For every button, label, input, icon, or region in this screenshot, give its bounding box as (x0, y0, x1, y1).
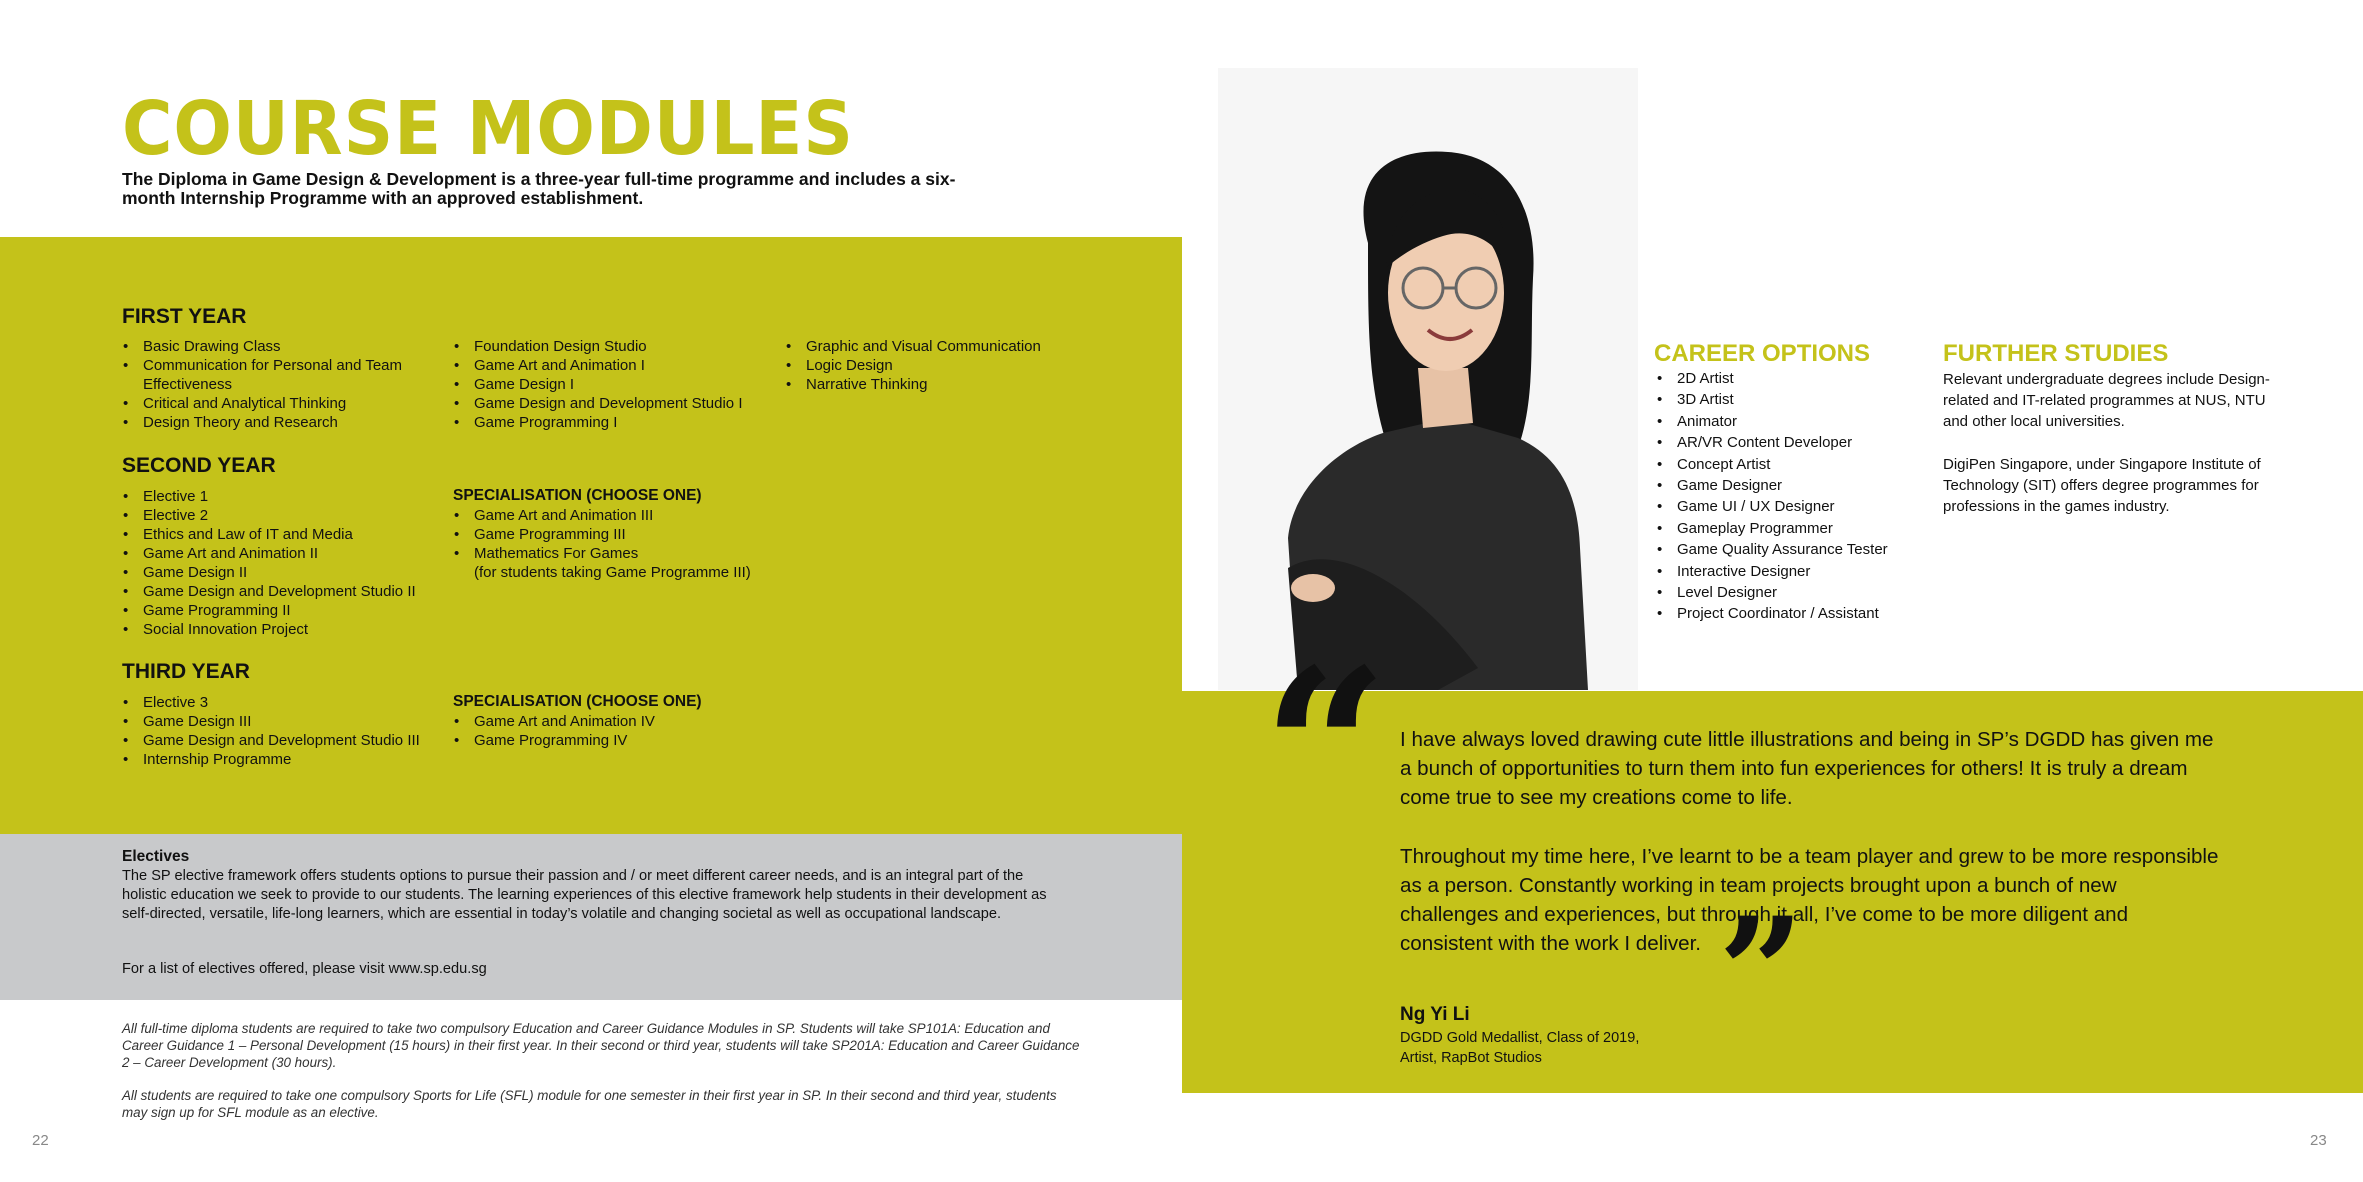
second-year-col1 (122, 487, 452, 639)
list-item: • Elective 1 (122, 487, 452, 506)
footnote-sfl: All students are required to take one compulsory Sports for Life (SFL) module for one semester in their first year in SP. In their second and third year, students may sign up for SFL module as an elective. (122, 1088, 1057, 1120)
list-item: • Game Design II (122, 563, 452, 582)
list-item: • Game Programming II (122, 601, 452, 620)
author-role-line-2: Artist, RapBot Studios (1400, 1050, 1542, 1066)
author-role-line-1: DGDD Gold Medallist, Class of 2019, (1400, 1030, 1640, 1046)
list-item: • Game Art and Animation I (453, 356, 773, 375)
page-number-left: 22 (32, 1132, 49, 1149)
electives-link-text: For a list of electives offered, please visit www.sp.edu.sg (122, 961, 487, 977)
page-number-right: 23 (2310, 1132, 2327, 1149)
list-item: • Game Design I (453, 375, 773, 394)
list-item: • Elective 3 (122, 693, 452, 712)
list-item: • Game Art and Animation II (122, 544, 452, 563)
list-item: • AR/VR Content Developer (1656, 432, 1888, 453)
list-item: • Mathematics For Games (453, 544, 793, 563)
third-year-spec-heading: SPECIALISATION (CHOOSE ONE) (453, 693, 702, 710)
further-studies-text-1: Relevant undergraduate degrees include Design-related and IT-related programmes at NUS, NTU and other local universities. (1943, 371, 2270, 430)
list-item: • Level Designer (1656, 582, 1888, 603)
footnote-ecg: All full-time diploma students are required to take two compulsory Education and Career Guidance Modules in SP. Students will take SP101A: Education and Career Guidance 1 – Personal Development (15 hours) in their first year. In their second or third year, students will take SP201A: Education and Career Guidance 2 – Career Development (30 hours). (122, 1021, 1080, 1070)
further-studies-heading: FURTHER STUDIES (1943, 340, 2169, 367)
list-item: • Design Theory and Research (122, 413, 442, 432)
second-year-spec-list (453, 506, 793, 563)
list-item: • Game Art and Animation IV (453, 712, 793, 731)
list-item: • Concept Artist (1656, 454, 1888, 475)
first-year-col1 (122, 337, 442, 432)
electives-title: Electives (122, 848, 190, 865)
intro-text: The Diploma in Game Design & Development is a three-year full-time programme and includes a six-month Internship Programme with an approved establishment. (122, 169, 956, 208)
third-year-spec-list (453, 712, 793, 750)
student-photo (1218, 68, 1638, 690)
third-year-col1 (122, 693, 452, 769)
further-studies-text-2: DigiPen Singapore, under Singapore Institute of Technology (SIT) offers degree programmes for professions in the games industry. (1943, 456, 2261, 515)
second-year-heading: SECOND YEAR (122, 454, 276, 477)
list-item: • Foundation Design Studio (453, 337, 773, 356)
list-item: • Game Designer (1656, 475, 1888, 496)
list-item: • Game Programming III (453, 525, 793, 544)
student-portrait-illustration (1218, 68, 1638, 690)
list-item: • Social Innovation Project (122, 620, 452, 639)
second-year-spec-heading: SPECIALISATION (CHOOSE ONE) (453, 487, 702, 504)
list-item: • Game Programming IV (453, 731, 793, 750)
list-item: • Game Design and Development Studio II (122, 582, 452, 601)
list-item: • Game Art and Animation III (453, 506, 793, 525)
testimonial-paragraph-1: I have always loved drawing cute little illustrations and being in SP’s DGDD has given me a bunch of opportunities to turn them into fun experiences for others! It is truly a dream come true to see my creations come to life. (1400, 728, 2214, 809)
list-item: • Basic Drawing Class (122, 337, 442, 356)
list-item: • Ethics and Law of IT and Media (122, 525, 452, 544)
list-item: • Logic Design (785, 356, 1125, 375)
list-item: • Game Design III (122, 712, 452, 731)
list-item: • Graphic and Visual Communication (785, 337, 1125, 356)
career-options-list (1656, 368, 1888, 625)
list-item: • Narrative Thinking (785, 375, 1125, 394)
list-item: • Game Design and Development Studio III (122, 731, 452, 750)
list-item: • Animator (1656, 411, 1888, 432)
career-options-heading: CAREER OPTIONS (1654, 340, 1871, 367)
testimonial-author: Ng Yi Li (1400, 1004, 1470, 1025)
close-quote-icon: ” (1718, 885, 1805, 1061)
list-item: • Game Quality Assurance Tester (1656, 539, 1888, 560)
spec-note: (for students taking Game Programme III) (474, 564, 751, 581)
list-item: • Gameplay Programmer (1656, 518, 1888, 539)
list-item: • Game Design and Development Studio I (453, 394, 773, 413)
list-item: • Internship Programme (122, 750, 452, 769)
first-year-col2 (453, 337, 773, 432)
testimonial-paragraph-2: Throughout my time here, I’ve learnt to be a team player and grew to be more responsible as a person. Constantly working in team projects brought upon a bunch of new challenges and experiences, but through it all, I’ve come to be more diligent and consistent with the work I deliver. (1400, 845, 2219, 955)
list-item: • Game Programming I (453, 413, 773, 432)
third-year-heading: THIRD YEAR (122, 660, 250, 683)
first-year-heading: FIRST YEAR (122, 305, 247, 328)
list-item: • Critical and Analytical Thinking (122, 394, 442, 413)
list-item: • Communication for Personal and Team Effectiveness (122, 356, 442, 394)
electives-body: The SP elective framework offers students options to pursue their passion and / or meet different career needs, and is an integral part of the holistic education we seek to provide to our students. The learning experiences of this elective framework help students in their development as self-directed, versatile, life-long learners, which are essential in today’s volatile and changing societal as well as occupational landscape. (122, 868, 1047, 922)
open-quote-icon: “ (1262, 620, 1389, 879)
list-item: • Elective 2 (122, 506, 452, 525)
list-item: • 3D Artist (1656, 389, 1888, 410)
list-item: • Project Coordinator / Assistant (1656, 603, 1888, 624)
page-title: COURSE MODULES (122, 86, 854, 172)
first-year-col3 (785, 337, 1125, 394)
testimonial-author-role (1400, 1028, 1639, 1068)
list-item: • Interactive Designer (1656, 561, 1888, 582)
list-item: • 2D Artist (1656, 368, 1888, 389)
list-item: • Game UI / UX Designer (1656, 496, 1888, 517)
